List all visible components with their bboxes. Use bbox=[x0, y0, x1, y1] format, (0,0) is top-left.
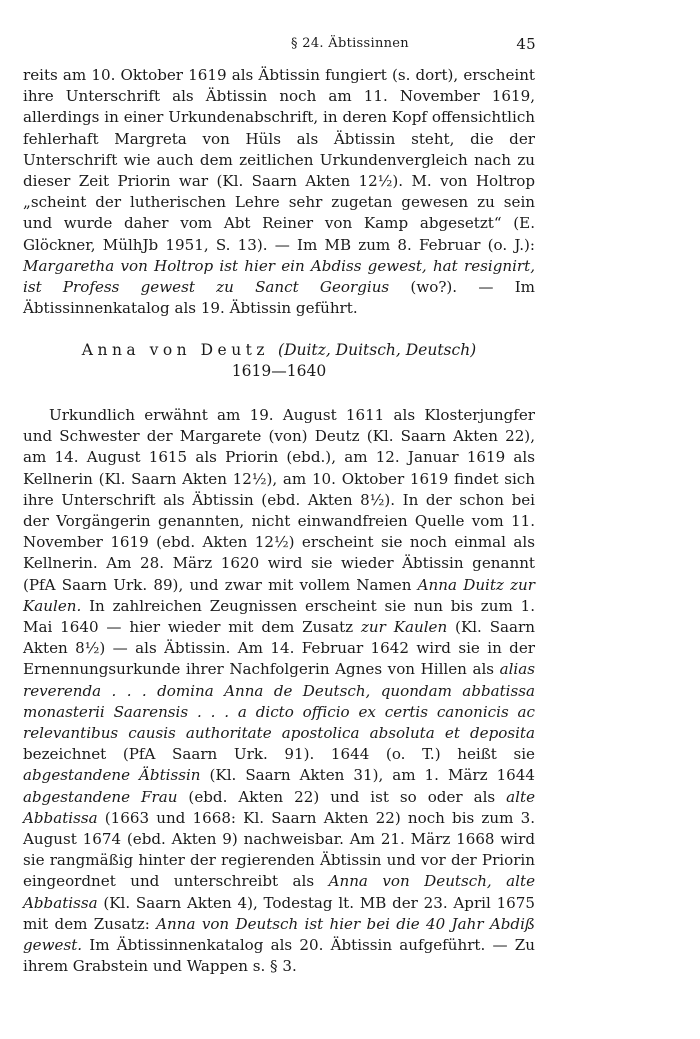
section-title: § 24. Äbtissinnen bbox=[291, 36, 409, 51]
text-run: Im Äbtissinnenkatalog als 20. Äbtissin aufgeführt. — Zu ihrem Grabstein und Wappen s. § 3. bbox=[23, 936, 535, 976]
abbess-name: Anna von Deutz bbox=[81, 341, 270, 359]
text-run: (ebd. Akten 22) und ist so oder als bbox=[177, 787, 507, 806]
name-variants: (Duitz, Duitsch, Deutsch) bbox=[278, 341, 477, 359]
text-run: Urkundlich erwähnt am 19. August 1611 als Klosterjungfer und Schwester der Margarete (von) Deutz (Kl. Saarn Akten 22), am 14. August 1615 als Priorin (ebd.), am 12. Januar 1619 als Kellnerin (Kl. Saarn Akten 12½), am 10. Oktober 1619 findet sich ihre Unterschrift als Äbtissin (ebd. Akten 8½). In der schon bei der Vorgängerin genannten, nicht einwandfreien Quelle vom 11. November 1619 (ebd. Akten 12½) erscheint sie noch einmal als Kellnerin. Am 28. März 1620 wird sie wieder Äbtissin genannt (PfA Saarn Urk. 89), und zwar mit vollem Namen bbox=[23, 406, 535, 594]
quote-italic: Anna Duitz zur Kaulen. bbox=[23, 575, 535, 615]
paragraph-anna-von-deutz bbox=[23, 405, 535, 977]
running-head bbox=[0, 36, 700, 56]
quote-italic: abgestandene Äbtissin bbox=[23, 766, 201, 785]
quote-italic: Anna von Deutsch ist hier bei die 40 Jahr Abdiß gewest. bbox=[23, 914, 536, 955]
quote-italic: abgestandene Frau bbox=[23, 787, 178, 806]
text-run: reits am 10. Oktober 1619 als Äbtissin fungiert (s. dort), erscheint ihre Unterschrift als Äbtissin noch am 11. November 1619, allerdings in einer Urkundenabschrift, in deren Kopf offensichtlich fehlerhaft Margreta von Hüls als Äbtissin steht, die der Unterschrift wie auch dem zeitlichen Urkundenvergleich nach zu dieser Zeit Priorin war (Kl. Saarn Akten 12½). M. von Holtrop „scheint der lutherischen Lehre sehr zugetan gewesen zu sein und wurde daher vom Abt Reiner von Kamp abgesetzt“ (E. Glöckner, MülhJb 1951, S. 13). — Im MB zum 8. Februar (o. J.): bbox=[23, 66, 535, 254]
page-number: 45 bbox=[516, 35, 536, 53]
quote-italic: Anna von Deutsch, alte Abbatissa bbox=[23, 872, 536, 912]
quote-italic: zur Kaulen bbox=[360, 618, 448, 637]
entry-heading bbox=[23, 340, 535, 382]
text-run: (Kl. Saarn Akten 31), am 1. März 1644 bbox=[200, 766, 535, 785]
text-run: (1663 und 1668: Kl. Saarn Akten 22) noch bis zum 3. August 1674 (ebd. Akten 9) nachweisbar. Am 21. März 1668 wird sie rangmäßig hinter der regierenden Äbtissin und vor der Priorin eingeordnet und unterschreibt als bbox=[23, 808, 535, 891]
text-run: bezeichnet (PfA Saarn Urk. 91). 1644 (o. T.) heißt sie bbox=[23, 745, 535, 764]
quote-italic: alias reverenda . . . domina Anna de Deutsch, quondam abbatissa monasterii Saarensis . . . a dicto officio ex certis canonicis ac relevantibus causis authoritate apostolica absoluta et deposita bbox=[23, 660, 535, 743]
text-run: (Kl. Saarn Akten 4), Todestag lt. MB der 23. April 1675 mit dem Zusatz: bbox=[23, 893, 535, 933]
tenure-years: 1619—1640 bbox=[231, 362, 327, 380]
paragraph-holtrop bbox=[23, 65, 535, 319]
quote-italic: Margaretha von Holtrop ist hier ein Abdiss gewest, hat resignirt, ist Profess gewest zu Sanct Georgius bbox=[23, 256, 535, 297]
text-run: (wo?). — Im Äbtissinnenkatalog als 19. Äbtissin geführt. bbox=[23, 278, 535, 318]
text-run: In zahlreichen Zeugnissen erscheint sie nun bis zum 1. Mai 1640 — hier wieder mit dem Zusatz bbox=[23, 596, 535, 637]
quote-italic: alte Abbatissa bbox=[23, 787, 535, 827]
text-run: (Kl. Saarn Akten 8½) — als Äbtissin. Am 14. Februar 1642 wird sie in der Ernennungsurkunde ihrer Nachfolgerin Agnes von Hillen als bbox=[23, 618, 535, 679]
